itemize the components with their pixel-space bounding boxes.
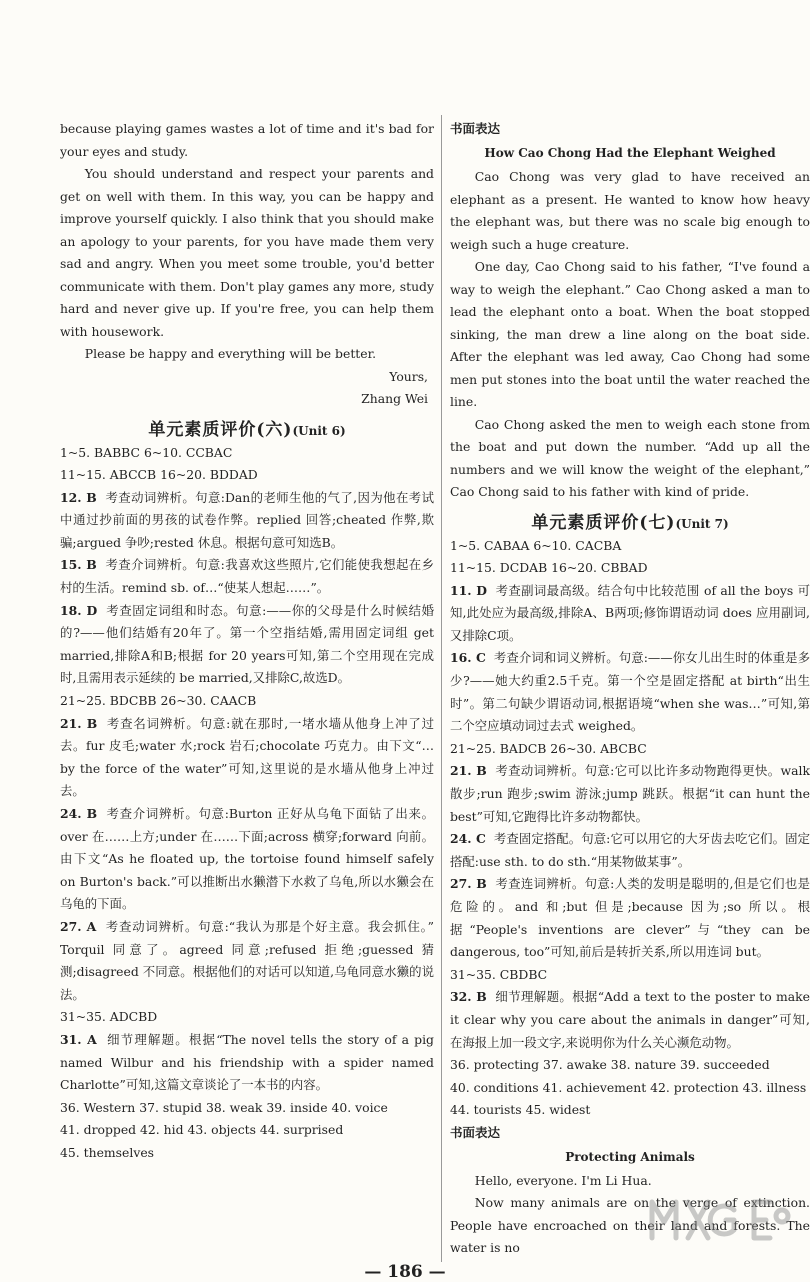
explanation-12 bbox=[60, 487, 434, 555]
section-unit: (Unit 6) bbox=[292, 423, 346, 438]
letter-para-3: Please be happy and everything will be better. bbox=[84, 346, 377, 361]
explanation-24 bbox=[60, 803, 434, 916]
explanation-11 bbox=[450, 580, 810, 648]
question-number: 16. C bbox=[450, 650, 486, 666]
explanation-text: 考查动词辨析。句意:它可以比许多动物跑得更快。walk 散步;run 跑步;swim 游泳;jump 跳跃。根据“it can hunt the best”可知,它跑得比许多动物都快。 bbox=[450, 763, 810, 824]
question-number: 15. B bbox=[60, 557, 97, 573]
essay-para-1: Hello, everyone. I'm Li Hua. bbox=[474, 1172, 652, 1188]
explanation-31 bbox=[60, 1029, 434, 1097]
section-title-text: 单元素质评价(七) bbox=[531, 512, 676, 533]
watermark-logo-icon bbox=[642, 1188, 792, 1254]
essay-title: Protecting Animals bbox=[565, 1149, 695, 1164]
answers-40-43: 40. conditions 41. achievement 42. protection 43. illness bbox=[450, 1079, 807, 1095]
explanation-24 bbox=[450, 828, 810, 873]
explanation-18 bbox=[60, 600, 434, 690]
answers-1-10: 1~5. BABBC 6~10. CCBAC bbox=[60, 444, 233, 460]
section-title-text: 单元素质评价(六) bbox=[148, 419, 293, 440]
answers-31-35: 31~35. CBDBC bbox=[450, 966, 548, 982]
explanation-text: 考查固定搭配。句意:它可以用它的大牙齿去吃它们。固定搭配:use sth. to do sth.“用某物做某事”。 bbox=[450, 831, 810, 869]
answers-36-40: 36. Western 37. stupid 38. weak 39. inside 40. voice bbox=[60, 1099, 388, 1115]
explanation-text: 考查固定词组和时态。句意:——你的父母是什么时候结婚的?——他们结婚有20年了。第一个空指结婚,需用固定词组 get married,排除A和B;根据 for 20 years可知,第二个空用现在完成时,且需用表示延续的 be married,又排除C,故选D。 bbox=[60, 602, 434, 686]
question-number: 21. B bbox=[60, 715, 98, 731]
explanation-text: 考查连词辨析。句意:人类的发明是聪明的,但是它们也是危险的。and 和;but 但是;because 因为;so 所以。根据“People's inventions are clever”与“they can be dangerous, too”可知,前后是转折关系,所以用连词 but。 bbox=[450, 876, 810, 960]
explanation-text: 考查动词辨析。句意:Dan的老师生他的气了,因为他在考试中通过抄前面的男孩的试卷作弊。replied 回答;cheated 作弊,欺骗;argued 争吵;rested 休息。根据句意可知选B。 bbox=[60, 489, 434, 550]
answers-36-39: 36. protecting 37. awake 38. nature 39. succeeded bbox=[450, 1057, 770, 1073]
answers-21-30: 21~25. BADCB 26~30. ABCBC bbox=[450, 740, 647, 756]
question-number: 31. A bbox=[60, 1031, 97, 1047]
letter-para-1: because playing games wastes a lot of time and it's bad for your eyes and study. bbox=[60, 121, 434, 159]
explanation-text: 细节理解题。根据“The novel tells the story of a pig named Wilbur and his friendship with a spider named Charlotte”可知,这篇文章谈论了一本书的内容。 bbox=[60, 1031, 434, 1093]
explanation-15 bbox=[60, 554, 434, 599]
page-number: — 186 — bbox=[364, 1262, 446, 1282]
question-number: 27. B bbox=[450, 876, 487, 892]
writing-label: 书面表达 bbox=[450, 121, 501, 136]
question-number: 11. D bbox=[450, 582, 487, 598]
question-number: 18. D bbox=[60, 602, 98, 618]
question-number: 12. B bbox=[60, 489, 97, 505]
question-number: 24. C bbox=[450, 831, 486, 847]
explanation-21 bbox=[450, 760, 810, 828]
essay-para-1: Cao Chong was very glad to have received an elephant as a present. He wanted to know how heavy the elephant was, but there was no scale big enough to weigh such a huge creature. bbox=[450, 169, 810, 252]
explanation-text: 考查介词辨析。句意:我喜欢这些照片,它们能使我想起在乡村的生活。remind sb. of…“使某人想起……”。 bbox=[60, 557, 434, 596]
explanation-27 bbox=[450, 873, 810, 963]
explanation-text: 考查动词辨析。句意:“我认为那是个好主意。我会抓住。” Torquil 同意了。agreed 同意;refused 拒绝;guessed 猜测;disagreed 不同意。根据他们的对话可以知道,乌龟同意水獭的说法。 bbox=[60, 918, 434, 1002]
question-number: 21. B bbox=[450, 763, 487, 779]
question-number: 27. A bbox=[60, 918, 97, 934]
section-title-unit7 bbox=[450, 508, 810, 533]
essay-para-2: Now many animals are on the verge of extinction. People have encroached on their land and forests. The water is no bbox=[450, 1195, 810, 1256]
answers-44-45: 44. tourists 45. widest bbox=[450, 1102, 591, 1118]
answers-41-44: 41. dropped 42. hid 43. objects 44. surprised bbox=[60, 1122, 344, 1138]
answers-11-20: 11~15. DCDAB 16~20. CBBAD bbox=[450, 560, 648, 576]
answers-45: 45. themselves bbox=[60, 1144, 155, 1160]
right-column bbox=[450, 118, 810, 1256]
explanation-text: 考查介词和词义辨析。句意:——你女儿出生时的体重是多少?——她大约重2.5千克。第一个空是固定搭配 at birth“出生时”。第二句缺少谓语动词,根据语境“when she was…”可知,第二个空应填动词过去式 weighed。 bbox=[450, 650, 810, 734]
essay-para-3: Cao Chong asked the men to weigh each stone from the boat and put down the number. “Add up all the numbers and we will know the weight of the elephant,” Cao Chong said to his father with kind of pride. bbox=[450, 416, 810, 499]
explanation-21 bbox=[60, 713, 434, 803]
section-title-unit6 bbox=[60, 415, 434, 440]
answers-1-10: 1~5. CABAA 6~10. CACBA bbox=[450, 537, 622, 553]
answers-21-30: 21~25. BDCBB 26~30. CAACB bbox=[60, 693, 257, 709]
letter-closing: Yours, bbox=[389, 368, 428, 384]
explanation-text: 细节理解题。根据“Add a text to the poster to make it clear why you care about the animals in danger”可知,在海报上加一段文字,来说明你为什么关心濒危动物。 bbox=[450, 989, 810, 1050]
question-number: 32. B bbox=[450, 989, 487, 1005]
explanation-text: 考查名词辨析。句意:就在那时,一堵水墙从他身上冲了过去。fur 皮毛;water 水;rock 岩石;chocolate 巧克力。由下文“…by the force of the water”可知,这里说的是水墙从他身上冲过去。 bbox=[60, 715, 434, 799]
section-unit: (Unit 7) bbox=[675, 516, 729, 531]
explanation-27 bbox=[60, 916, 434, 1006]
letter-signature: Zhang Wei bbox=[361, 391, 428, 406]
explanation-16 bbox=[450, 647, 810, 737]
answers-11-20: 11~15. ABCCB 16~20. BDDAD bbox=[60, 467, 258, 483]
letter-para-2: You should understand and respect your parents and get on well with them. In this way, you can be happy and improve yourself quickly. I also think that you should make an apology to your parents, for you have made them very sad and angry. When you meet some trouble, you'd better communicate with them. Don't play games any more, study hard and never give up. If you're free, you can help them with housework. bbox=[60, 166, 434, 339]
explanation-text: 考查介词辨析。句意:Burton 正好从乌龟下面钻了出来。over 在……上方;under 在……下面;across 横穿;forward 向前。由下文“As he floated up, the tortoise found himself safely on Burton's back.”可以推断出水獭潜下水救了乌龟,所以水獭会在乌龟的下面。 bbox=[60, 806, 434, 912]
essay-para-2: One day, Cao Chong said to his father, “I've found a way to weigh the elephant.” Cao Chong asked a man to lead the elephant onto a boat. When the boat stopped sinking, the man drew a line along on the boat side. After the elephant was led away, Cao Chong had some men put stones into the boat until the water reached the line. bbox=[450, 259, 810, 409]
question-number: 24. B bbox=[60, 806, 98, 821]
essay-title: How Cao Chong Had the Elephant Weighed bbox=[484, 146, 776, 160]
explanation-32 bbox=[450, 986, 810, 1054]
left-column bbox=[60, 118, 434, 1256]
column-divider bbox=[441, 115, 442, 1262]
answers-31-35: 31~35. ADCBD bbox=[60, 1009, 158, 1025]
explanation-text: 考查副词最高级。结合句中比较范围 of all the boys 可知,此处应为最高级,排除A、B两项;修饰谓语动词 does 应用副词,又排除C项。 bbox=[450, 582, 810, 643]
writing-label: 书面表达 bbox=[450, 1124, 501, 1140]
